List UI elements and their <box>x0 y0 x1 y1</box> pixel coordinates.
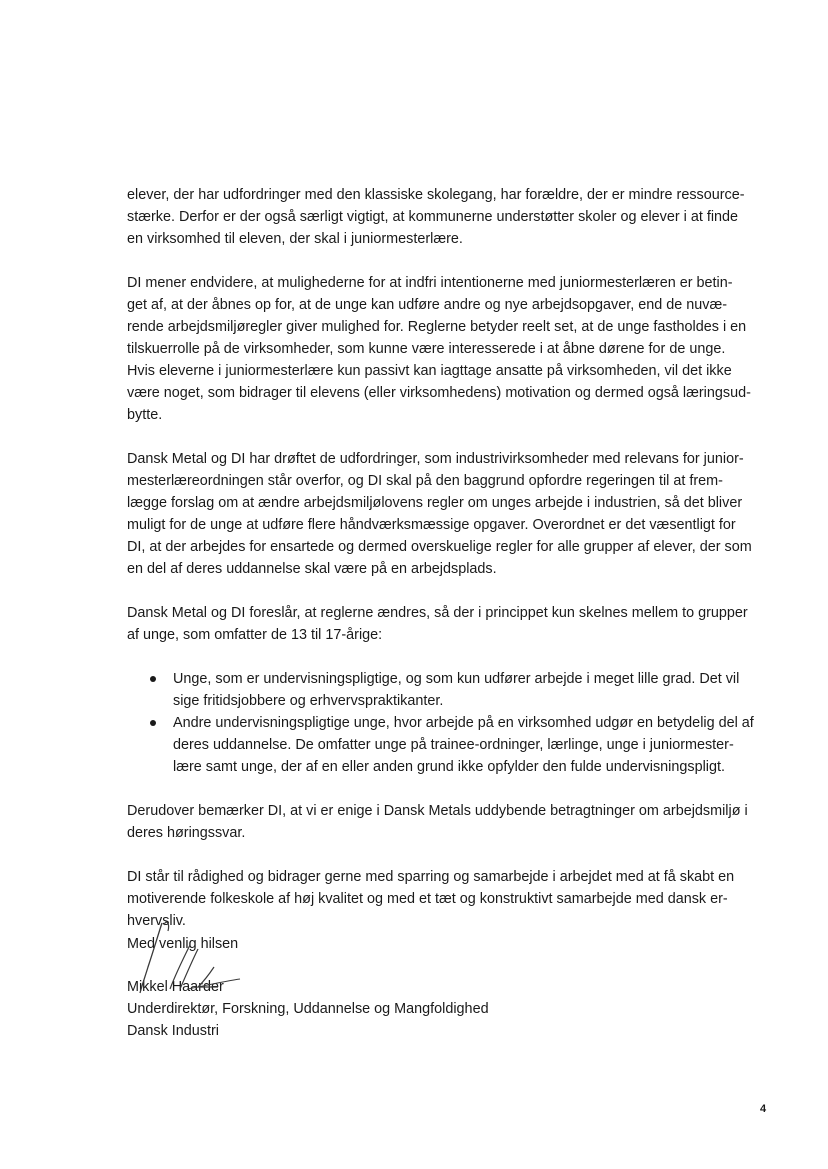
text-line: rende arbejdsmiljøregler giver mulighed for. Reglerne betyder reelt set, at de unge fastholdes i en <box>127 319 747 335</box>
signer-organization: Dansk Industri <box>127 1023 219 1039</box>
text-line: Derudover bemærker DI, at vi er enige i Dansk Metals uddybende betragtninger om arbejdsmiljø i <box>127 803 748 819</box>
text-line: Andre undervisningspligtige unge, hvor arbejde på en virksomhed udgør en betydelig del af <box>173 715 754 731</box>
text-line: lægge forslag om at ændre arbejdsmiljølovens regler om unges arbejde i industrien, så det bliver <box>127 495 743 511</box>
text-line: af unge, som omfatter de 13 til 17-årige: <box>127 627 383 643</box>
text-line: tilskuerrolle på de virksomheder, som kunne være interesserede i at åbne dørene for de unge. <box>127 341 726 357</box>
bullet-item <box>127 712 767 778</box>
text-line: deres uddannelse. De omfatter unge på trainee-ordninger, lærlinge, unge i juniormester- <box>173 737 734 753</box>
paragraph-3 <box>127 448 767 580</box>
text-line: DI, at der arbejdes for ensartede og dermed overskuelige regler for alle grupper af elever, der som <box>127 539 752 555</box>
paragraph-2 <box>127 272 767 426</box>
paragraph-5 <box>127 800 767 844</box>
signer-title: Underdirektør, Forskning, Uddannelse og Mangfoldighed <box>127 1001 489 1017</box>
handwritten-signature <box>118 915 258 1005</box>
text-line: motiverende folkeskole af høj kvalitet og med et tæt og konstruktivt samarbejde med dansk er- <box>127 891 728 907</box>
text-line: deres høringssvar. <box>127 825 246 841</box>
bullet-icon <box>150 676 156 682</box>
text-line: lære samt unge, der af en eller anden grund ikke opfylder den fulde undervisningspligt. <box>173 759 725 775</box>
text-line: være noget, som bidrager til elevens (eller virksomhedens) motivation og dermed også læringsud- <box>127 385 751 401</box>
text-line: Hvis eleverne i juniormesterlære kun passivt kan iagttage ansatte på virksomheden, vil det ikke <box>127 363 732 379</box>
text-line: Dansk Metal og DI har drøftet de udfordringer, som industrivirksomheder med relevans for junior- <box>127 451 744 467</box>
text-line: bytte. <box>127 407 163 423</box>
text-line: mesterlæreordningen står overfor, og DI skal på den baggrund opfordre regeringen til at frem- <box>127 473 723 489</box>
text-line: DI står til rådighed og bidrager gerne med sparring og samarbejde i arbejdet med at få skabt en <box>127 869 735 885</box>
text-line: Dansk Metal og DI foreslår, at reglerne ændres, så der i princippet kun skelnes mellem to grupper <box>127 605 748 621</box>
text-line: en del af deres uddannelse skal være på en arbejdsplads. <box>127 561 497 577</box>
paragraph-1 <box>127 184 767 250</box>
text-line: hvervsliv. <box>127 913 186 929</box>
text-line: sige fritidsjobbere og erhvervspraktikanter. <box>173 693 444 709</box>
bullet-item <box>127 668 767 712</box>
closing-greeting: Med venlig hilsen <box>127 936 239 952</box>
bullet-list <box>127 668 767 778</box>
paragraph-4 <box>127 602 767 646</box>
text-line: muligt for de unge at udføre flere håndværksmæssige opgaver. Overordnet er det væsentligt for <box>127 517 736 533</box>
letter-body <box>127 184 767 954</box>
signer-name: Mikkel Haarder <box>127 979 224 995</box>
page-number: 4 <box>760 1103 767 1115</box>
text-line: elever, der har udfordringer med den klassiske skolegang, har forældre, der er mindre ressource- <box>127 187 745 203</box>
bullet-icon <box>150 720 156 726</box>
text-line: stærke. Derfor er der også særligt vigtigt, at kommunerne understøtter skoler og elever i at finde <box>127 209 739 225</box>
text-line: en virksomhed til eleven, der skal i juniormesterlære. <box>127 231 463 247</box>
text-line: get af, at der åbnes op for, at de unge kan udføre andre og nye arbejdsopgaver, end de nuvæ- <box>127 297 728 313</box>
text-line: DI mener endvidere, at mulighederne for at indfri intentionerne med juniormesterlæren er betin- <box>127 275 733 291</box>
text-line: Unge, som er undervisningspligtige, og som kun udfører arbejde i meget lille grad. Det vil <box>173 671 740 687</box>
